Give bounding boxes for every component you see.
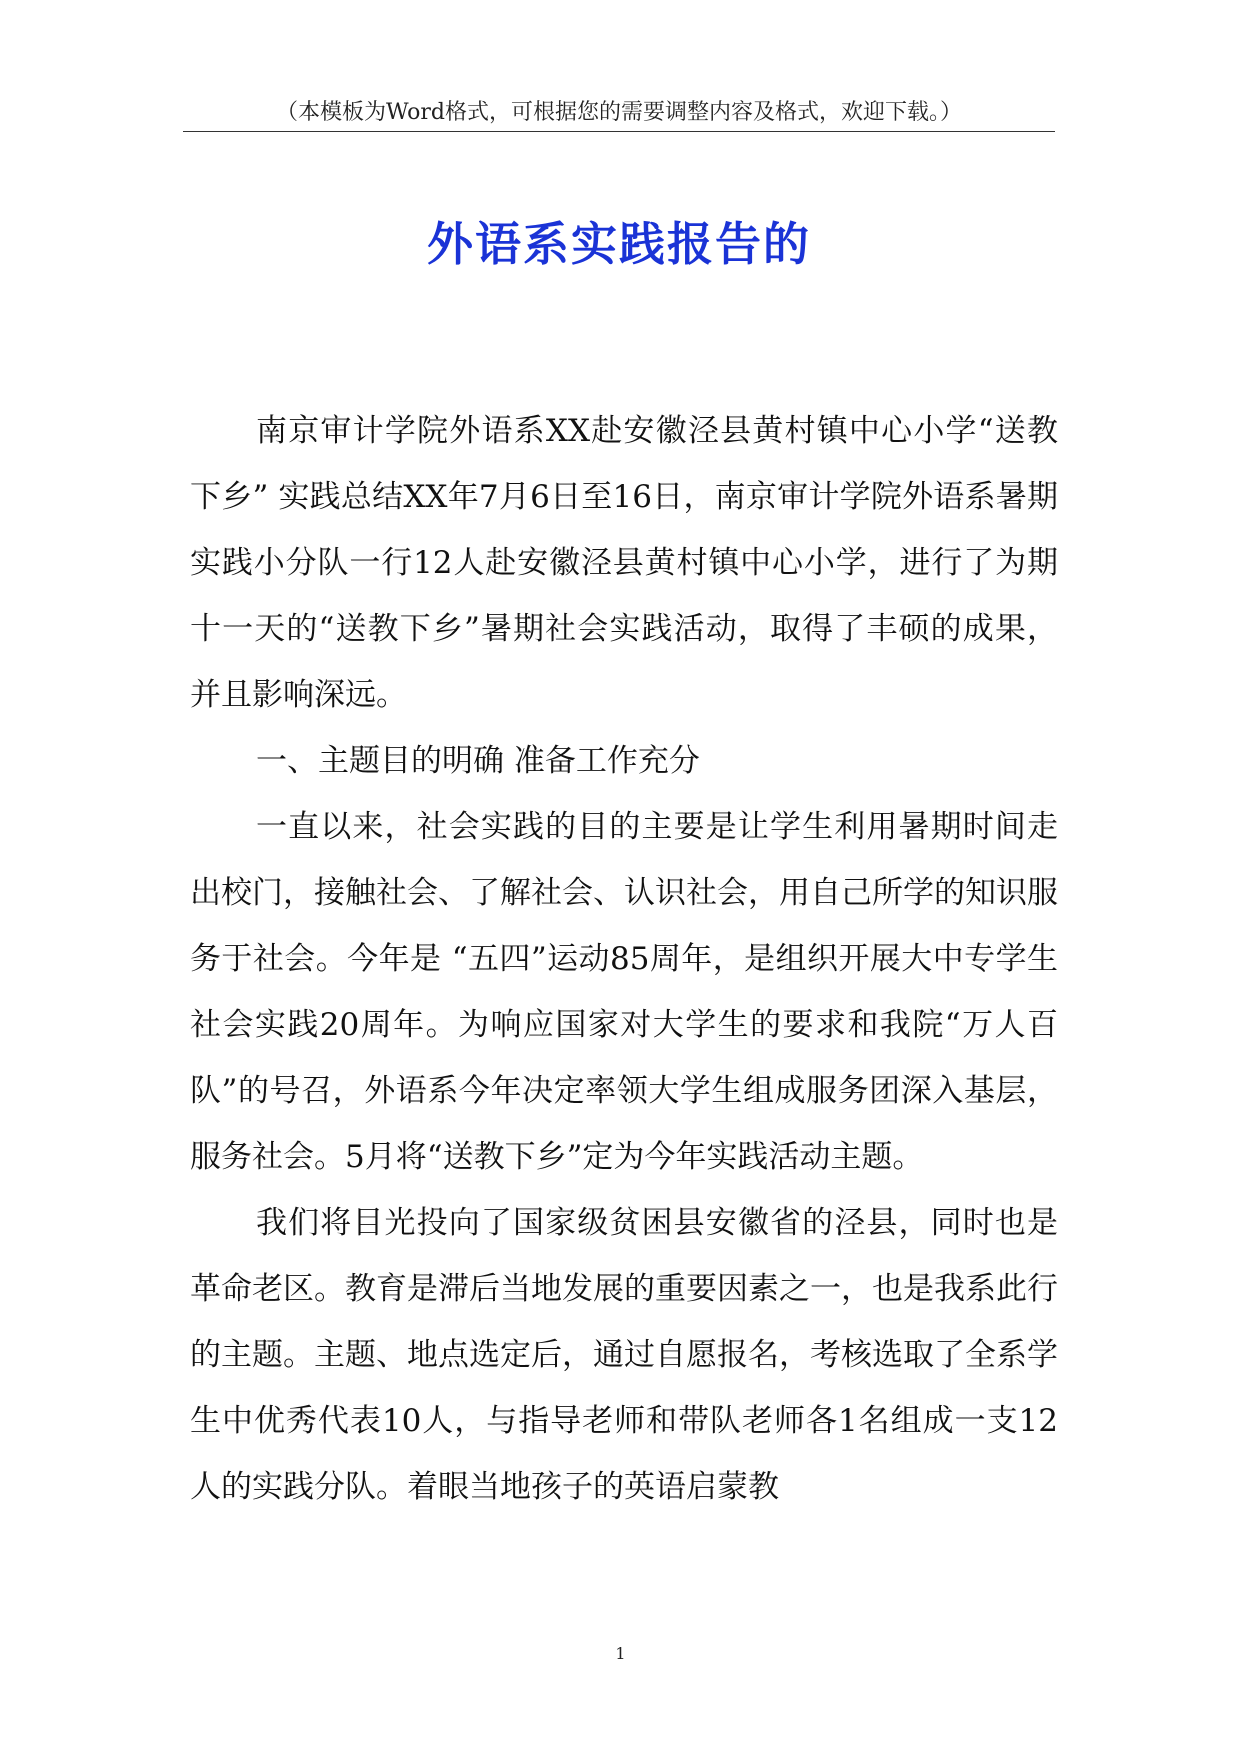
page-number: 1	[615, 1644, 626, 1663]
header-divider	[183, 131, 1055, 132]
paragraph-location: 我们将目光投向了国家级贫困县安徽省的泾县，同时也是革命老区。教育是滞后当地发展的重要因素之一，也是我系此行的主题。主题、地点选定后，通过自愿报名，考核选取了全系学生中优秀代表10人，与指导老师和带队老师各1名组成一支12人的实践分队。着眼当地孩子的英语启蒙教	[190, 1205, 1058, 1505]
paragraph-purpose: 一直以来，社会实践的目的主要是让学生利用暑期时间走出校门，接触社会、了解社会、认识社会，用自己所学的知识服务于社会。今年是 “五四”运动85周年，是组织开展大中专学生社会实践20周年。为响应国家对大学生的要求和我院“万人百队”的号召，外语系今年决定率领大学生组成服务团深入基层，服务社会。5月将“送教下乡”定为今年实践活动主题。	[190, 809, 1058, 1175]
document-title: 外语系实践报告的	[427, 217, 811, 271]
header-template-note: （本模板为Word格式，可根据您的需要调整内容及格式，欢迎下载。）	[276, 100, 962, 125]
document-body	[190, 398, 1058, 1520]
paragraph-intro: 南京审计学院外语系XX赴安徽泾县黄村镇中心小学“送教下乡” 实践总结XX年7月6日至16日，南京审计学院外语系暑期实践小分队一行12人赴安徽泾县黄村镇中心小学，进行了为期十一天的“送教下乡”暑期社会实践活动，取得了丰硕的成果，并且影响深远。	[190, 413, 1058, 713]
section-heading-1: 一、主题目的明确 准备工作充分	[256, 743, 700, 779]
